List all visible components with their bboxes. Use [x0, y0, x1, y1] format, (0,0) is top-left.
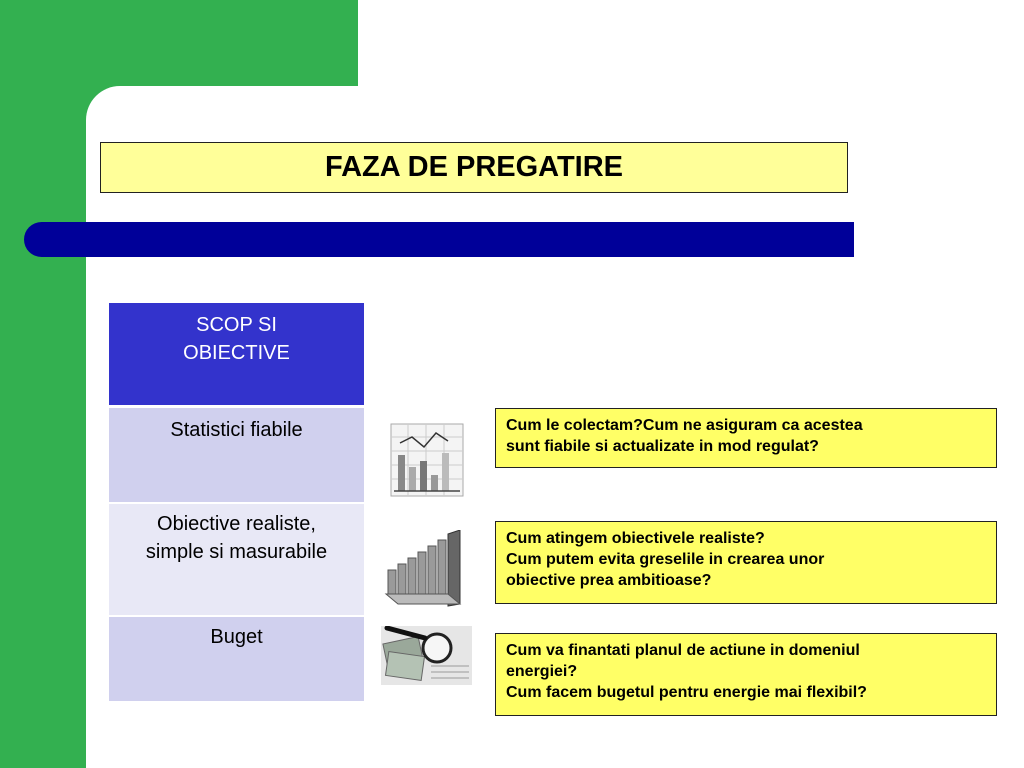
- question-line: sunt fiabile si actualizate in mod regulat?: [506, 438, 819, 455]
- table-cell-text: simple si masurabile: [145, 541, 328, 563]
- question-line: Cum atingem obiectivele realiste?: [506, 530, 765, 547]
- table-header: [109, 303, 364, 408]
- table-row: [109, 408, 364, 504]
- question-line: energiei?: [506, 663, 578, 680]
- objectives-table: [109, 303, 364, 701]
- question-line: Cum va finantati planul de actiune in domeniul: [506, 642, 860, 659]
- question-box: [495, 521, 997, 604]
- question-line: Cum facem bugetul pentru energie mai flexibil?: [506, 684, 867, 701]
- question-line: Cum putem evita greselile in crearea unor: [506, 551, 825, 568]
- table-cell-text: Buget: [210, 626, 263, 648]
- question-line: Cum le colectam?Cum ne asiguram ca acestea: [506, 417, 863, 434]
- table-row: [109, 617, 364, 701]
- table-cell-text: Statistici fiabile: [170, 419, 303, 441]
- table-row: [109, 504, 364, 617]
- magnifier-money-icon: [381, 626, 472, 685]
- slide-title-text: FAZA DE PREGATIRE: [324, 151, 624, 183]
- bar-chart-icon: [390, 423, 464, 497]
- question-box: [495, 408, 997, 468]
- slide-title: [100, 142, 848, 193]
- rising-stairs-chart-icon: [384, 530, 464, 608]
- table-cell-text: Obiective realiste,: [157, 513, 316, 535]
- blue-divider-bar: [24, 222, 854, 257]
- question-line: obiective prea ambitioase?: [506, 572, 712, 589]
- table-header-line: OBIECTIVE: [183, 342, 290, 364]
- question-box: [495, 633, 997, 716]
- table-header-line: SCOP SI: [196, 314, 277, 336]
